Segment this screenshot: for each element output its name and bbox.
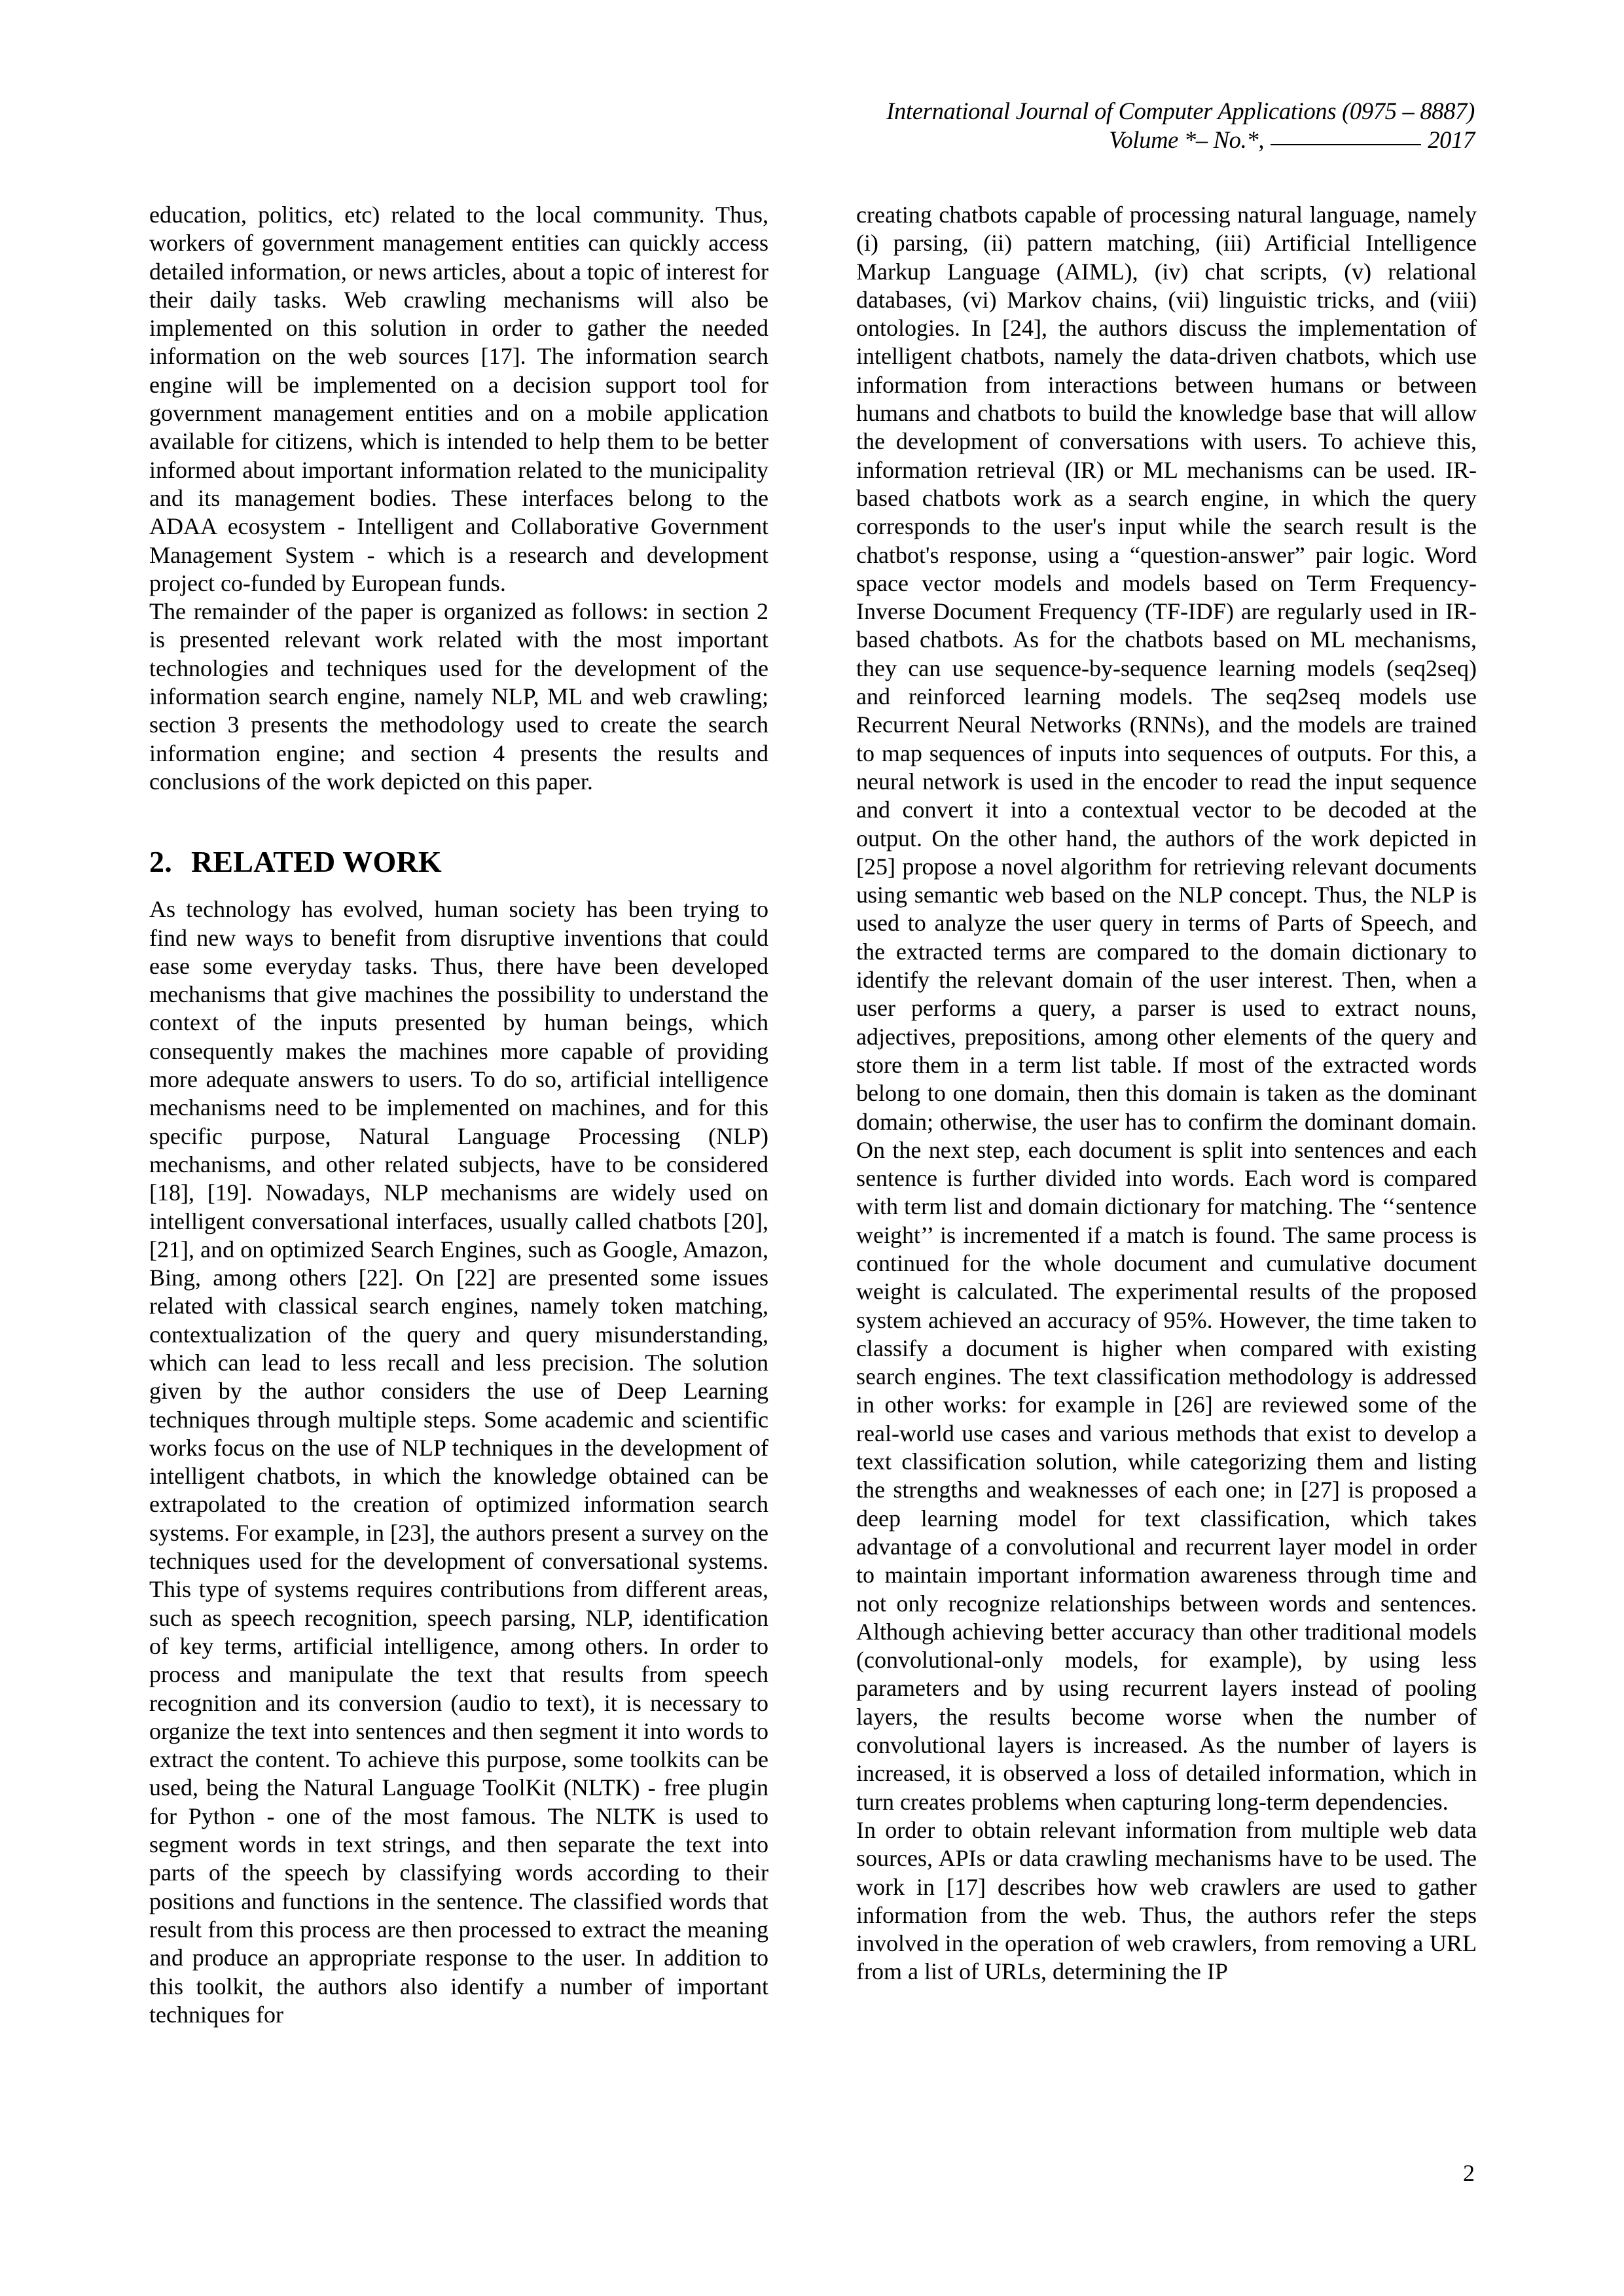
paragraph: creating chatbots capable of processing natural language, namely (i) parsing, (ii) pattern matching, (iii) Artificial Intelligence Markup Language (AIML), (iv) chat scripts, (v) relational databases, (vi) Markov chains, (vii) linguistic tricks, and (viii) ontologies. In [24], the authors discuss the implementation of intelligent chatbots, namely the data-driven chatbots, which use information from interactions between humans or between humans and chatbots to build the knowledge base that will allow the development of conversations with users. To achieve this, information retrieval (IR) or ML mechanisms can be used. IR-based chatbots work as a search engine, in which the query corresponds to the user's input while the search result is the chatbot's response, using a “question-answer” pair logic. Word space vector models and models based on Term Frequency-Inverse Document Frequency (TF-IDF) are regularly used in IR-based chatbots. As for the chatbots based on ML mechanisms, they can use sequence-by-sequence learning models (seq2seq) and reinforced learning models. The seq2seq models use Recurrent Neural Networks (RNNs), and the models are trained to map sequences of inputs into sequences of outputs. For this, a neural network is used in the encoder to read the input sequence and convert it into a contextual vector to be decoded at the output. On the other hand, the authors of the work depicted in [25] propose a novel algorithm for retrieving relevant documents using semantic web based on the NLP concept. Thus, the NLP is used to analyze the user query in terms of Parts of Speech, and the extracted terms are compared to the domain dictionary to identify the relevant domain of the user interest. Then, when a user performs a query, a parser is used to extract nouns, adjectives, prepositions, among other elements of the query and store them in a term list table. If most of the extracted words belong to one domain, then this domain is taken as the dominant domain; otherwise, the user has to confirm the dominant domain. On the next step, each document is split into sentences and each sentence is further divided into words. Each word is compared with term list and domain dictionary for matching. The ‘‘sentence weight’’ is incremented if a match is found. The same process is continued for the whole document and cumulative document weight is calculated. The experimental results of the proposed system achieved an accuracy of 95%. However, the time taken to classify a document is higher when compared with existing search engines. The text classification methodology is addressed in other works: for example in [26] are reviewed some of the real-world use cases and various methods that exist to develop a text classification solution, while categorizing them and listing the strengths and weaknesses of each one; in [27] is proposed a deep learning model for text classification, which takes advantage of a convolutional and recurrent layer model in order to maintain important information awareness through time and not only recognize relationships between words and sentences. Although achieving better accuracy than other traditional models (convolutional-only models, for example), by using less parameters and by using recurrent layers instead of pooling layers, the results become worse when the number of convolutional layers is increased. As the number of layers is increased, it is observed a loss of detailed information, which in turn creates problems when capturing long-term dependencies. xyxy=(856,202,1477,1815)
volume-line xyxy=(886,126,1475,154)
blank-date-rule xyxy=(1271,144,1421,145)
paragraph: The remainder of the paper is organized as follows: in section 2 is presented relevant work related with the most important technologies and techniques used for the development of the information search engine, namely NLP, ML and web crawling; section 3 presents the methodology used to create the search information engine; and section 4 presents the results and conclusions of the work depicted on this paper. xyxy=(149,598,768,795)
left-column xyxy=(149,201,768,2029)
paragraph: education, politics, etc) related to the local community. Thus, workers of government management entities can quickly access detailed information, or news articles, about a topic of interest for their daily tasks. Web crawling mechanisms will also be implemented on this solution in order to gather the needed information on the web sources [17]. The information search engine will be implemented on a decision support tool for government management entities and on a mobile application available for citizens, which is intended to help them to be better informed about important information related to the municipality and its management bodies. These interfaces belong to the ADAA ecosystem - Intelligent and Collaborative Government Management System - which is a research and development project co-funded by European funds. xyxy=(149,202,768,596)
volume-label: Volume *– No.*, xyxy=(1109,126,1265,153)
section-title: RELATED WORK xyxy=(191,845,442,879)
running-header xyxy=(886,97,1475,154)
journal-title: International Journal of Computer Applications (0975 – 8887) xyxy=(886,98,1475,124)
paragraph: As technology has evolved, human society has been trying to find new ways to benefit from disruptive inventions that could ease some everyday tasks. Thus, there have been developed mechanisms that give machines the possibility to understand the context of the inputs presented by human beings, which consequently makes the machines more capable of providing more adequate answers to users. To do so, artificial intelligence mechanisms need to be implemented on machines, and for this specific purpose, Natural Language Processing (NLP) mechanisms, and other related subjects, have to be considered [18], [19]. Nowadays, NLP mechanisms are widely used on intelligent conversational interfaces, usually called chatbots [20], [21], and on optimized Search Engines, such as Google, Amazon, Bing, among others [22]. On [22] are presented some issues related with classical search engines, namely token matching, contextualization of the query and query misunderstanding, which can lead to less recall and less precision. The solution given by the author considers the use of Deep Learning techniques through multiple steps. Some academic and scientific works focus on the use of NLP techniques in the development of intelligent chatbots, in which the knowledge obtained can be extrapolated to the creation of optimized information search systems. For example, in [23], the authors present a survey on the techniques used for the development of conversational systems. This type of systems requires contributions from different areas, such as speech recognition, speech parsing, NLP, identification of key terms, artificial intelligence, among others. In order to process and manipulate the text that results from speech recognition and its conversion (audio to text), it is necessary to organize the text into sentences and then segment it into words to extract the content. To achieve this purpose, some toolkits can be used, being the Natural Language ToolKit (NLTK) - free plugin for Python - one of the most famous. The NLTK is used to segment words in text strings, and then separate the text into parts of the speech by classifying words according to their positions and functions in the sentence. The classified words that result from this process are then processed to extract the meaning and produce an appropriate response to the user. In addition to this toolkit, the authors also identify a number of important techniques for xyxy=(149,896,768,2028)
section-number: 2. xyxy=(149,845,172,879)
year: 2017 xyxy=(1428,126,1475,153)
paragraph: In order to obtain relevant information from multiple web data sources, APIs or data crawling mechanisms have to be used. The work in [17] describes how web crawlers are used to gather information from the web. Thus, the authors refer the steps involved in the operation of web crawlers, from removing a URL from a list of URLs, determining the IP xyxy=(856,1816,1477,1985)
right-column xyxy=(856,201,1477,1986)
page-number: 2 xyxy=(1463,2160,1475,2186)
section-heading xyxy=(149,844,768,880)
